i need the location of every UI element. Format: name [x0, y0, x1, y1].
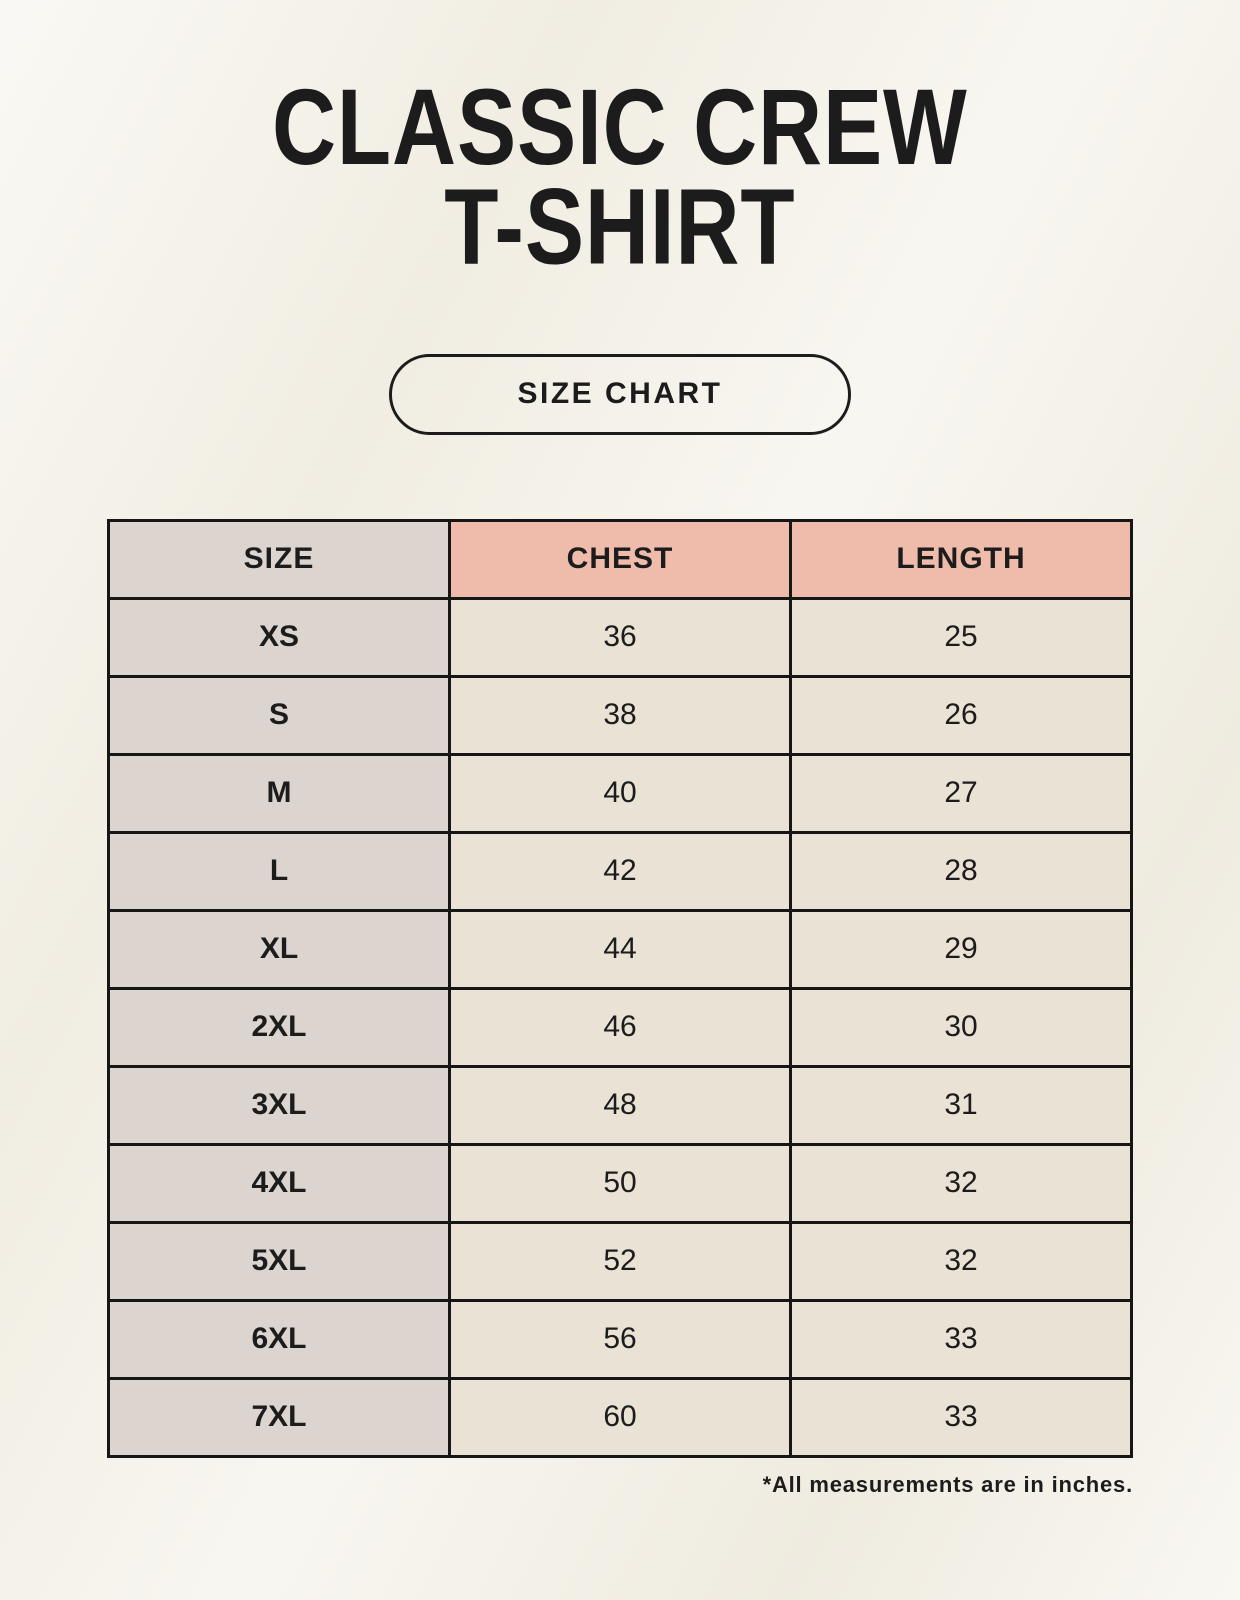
chest-cell: 48 [450, 1066, 791, 1144]
size-cell: XL [109, 910, 450, 988]
table-row [109, 1066, 1132, 1144]
size-table [107, 519, 1133, 1458]
size-cell: S [109, 676, 450, 754]
measurements-footnote: *All measurements are in inches. [762, 1471, 1133, 1497]
size-cell: 7XL [109, 1378, 450, 1456]
chest-cell: 56 [450, 1300, 791, 1378]
length-cell: 29 [791, 910, 1132, 988]
length-cell: 30 [791, 988, 1132, 1066]
chest-cell: 36 [450, 598, 791, 676]
size-cell: 2XL [109, 988, 450, 1066]
length-cell: 27 [791, 754, 1132, 832]
table-row [109, 1378, 1132, 1456]
chest-cell: 44 [450, 910, 791, 988]
size-cell: M [109, 754, 450, 832]
header-cell-chest: CHEST [450, 520, 791, 598]
table-row [109, 754, 1132, 832]
length-cell: 33 [791, 1378, 1132, 1456]
size-table-body [109, 598, 1132, 1456]
size-chart-button-label: SIZE CHART [517, 377, 723, 411]
chest-cell: 52 [450, 1222, 791, 1300]
table-row [109, 1144, 1132, 1222]
chest-cell: 60 [450, 1378, 791, 1456]
table-row [109, 988, 1132, 1066]
table-row [109, 676, 1132, 754]
table-row [109, 1222, 1132, 1300]
length-cell: 32 [791, 1144, 1132, 1222]
header-cell-size: SIZE [109, 520, 450, 598]
length-cell: 28 [791, 832, 1132, 910]
header-row [109, 520, 1132, 598]
page-title-line2: T-SHIRT [444, 165, 796, 287]
size-cell: XS [109, 598, 450, 676]
length-cell: 25 [791, 598, 1132, 676]
chest-cell: 46 [450, 988, 791, 1066]
size-chart-button[interactable] [389, 354, 851, 435]
size-cell: L [109, 832, 450, 910]
size-cell: 6XL [109, 1300, 450, 1378]
chest-cell: 40 [450, 754, 791, 832]
header-cell-length: LENGTH [791, 520, 1132, 598]
chest-cell: 38 [450, 676, 791, 754]
page-title-line1: CLASSIC CREW [272, 66, 968, 188]
chest-cell: 42 [450, 832, 791, 910]
length-cell: 31 [791, 1066, 1132, 1144]
table-row [109, 910, 1132, 988]
size-cell: 3XL [109, 1066, 450, 1144]
length-cell: 33 [791, 1300, 1132, 1378]
page-title [272, 66, 968, 287]
chest-cell: 50 [450, 1144, 791, 1222]
length-cell: 26 [791, 676, 1132, 754]
size-cell: 5XL [109, 1222, 450, 1300]
length-cell: 32 [791, 1222, 1132, 1300]
table-row [109, 832, 1132, 910]
table-row [109, 1300, 1132, 1378]
table-row [109, 598, 1132, 676]
size-table-container [107, 519, 1133, 1498]
size-table-header [109, 520, 1132, 598]
size-cell: 4XL [109, 1144, 450, 1222]
